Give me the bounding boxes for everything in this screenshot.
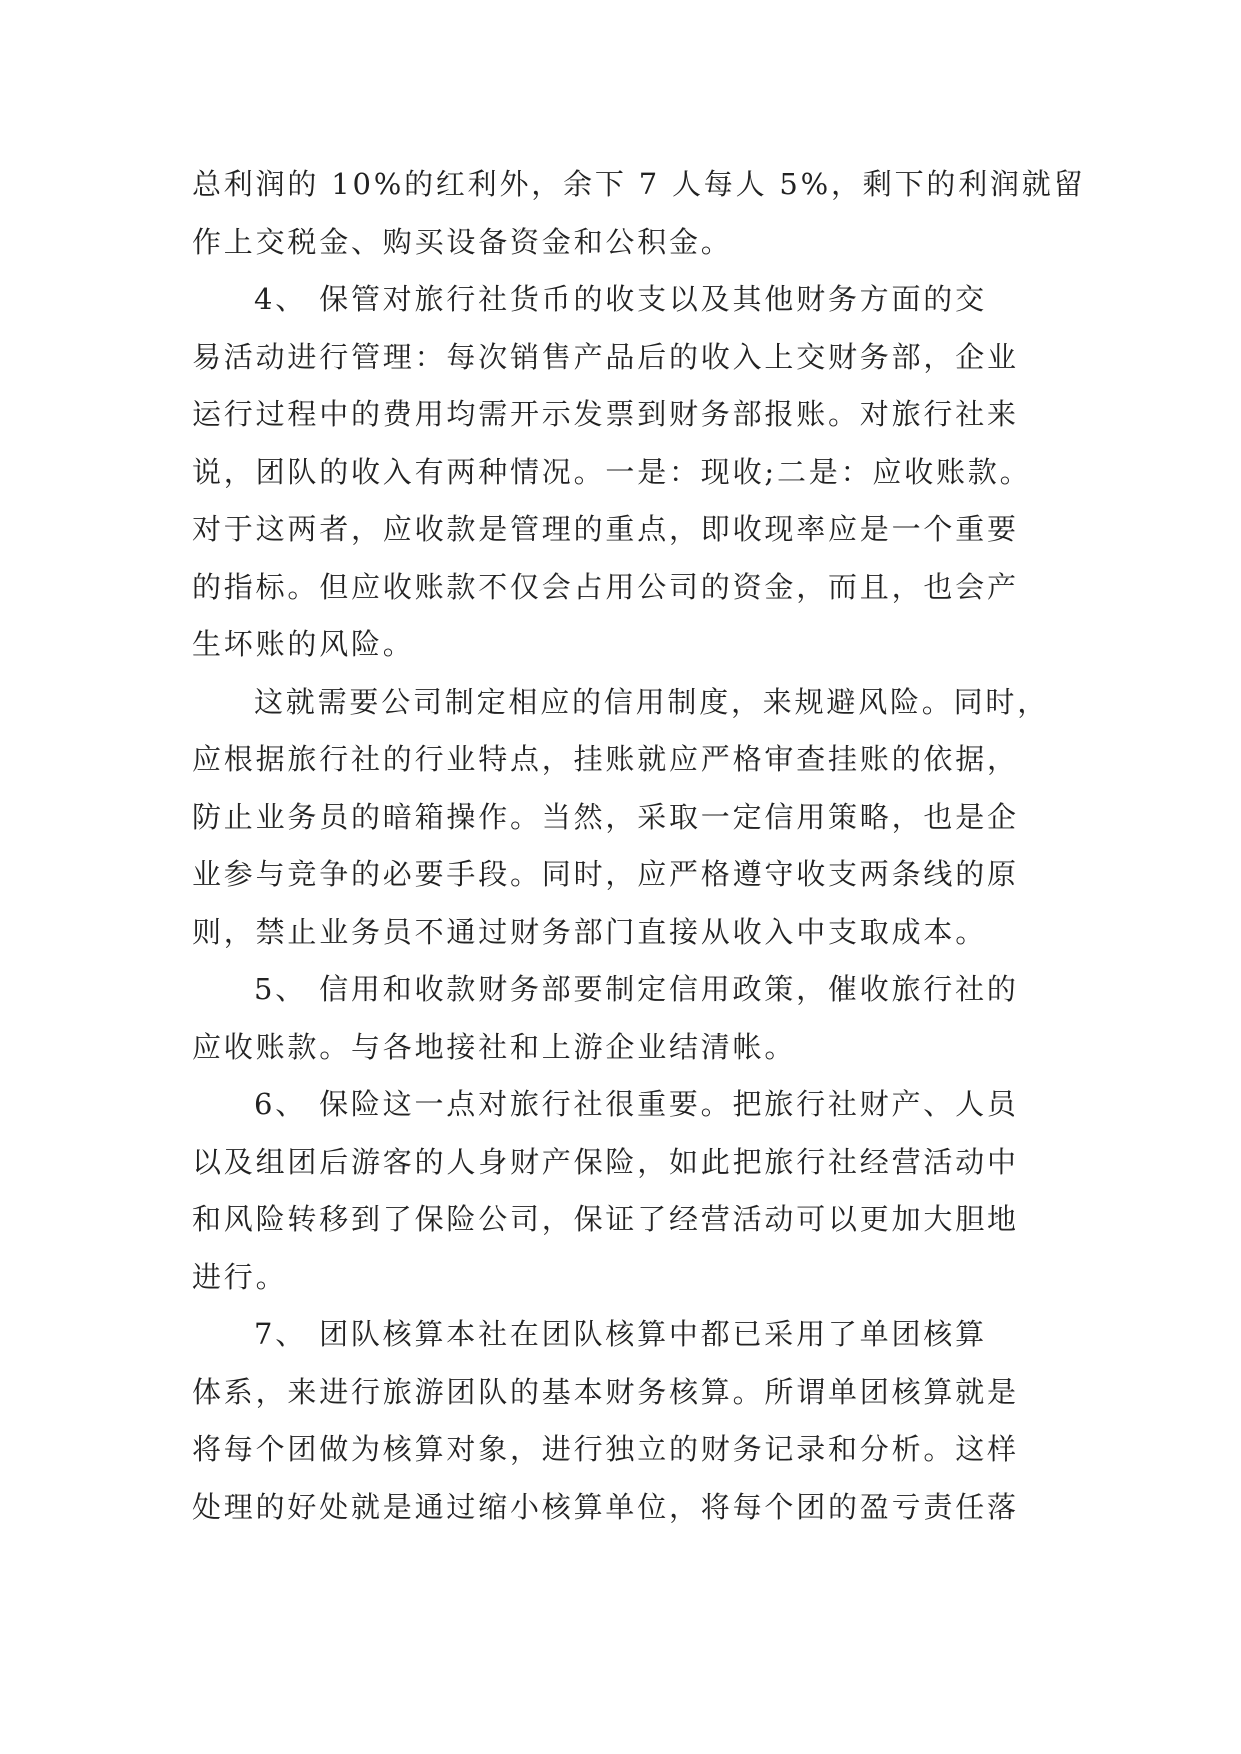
text-line: 易活动进行管理：每次销售产品后的收入上交财务部，企业 [192, 339, 1019, 374]
text-line: 生坏账的风险。 [192, 627, 415, 661]
text-line: 说，团队的收入有两种情况。一是：现收;二是：应收账款。 [192, 454, 1032, 489]
text-line: 应根据旅行社的行业特点，挂账就应严格审查挂账的依据， [192, 742, 1019, 776]
text-line: 的指标。但应收账款不仅会占用公司的资金，而且，也会产 [192, 569, 1019, 604]
text-line: 对于这两者，应收款是管理的重点，即收现率应是一个重要 [192, 512, 1019, 546]
text-line: 运行过程中的费用均需开示发票到财务部报账。对旅行社来 [192, 397, 1019, 431]
paragraph-item-7-group-accounting [192, 1306, 1072, 1536]
text-line: 这就需要公司制定相应的信用制度，来规避风险。同时， [254, 684, 1050, 719]
text-line: 和风险转移到了保险公司，保证了经营活动可以更加大胆地 [192, 1202, 1019, 1236]
paragraph-profit-distribution [192, 156, 1086, 271]
text-line: 6、 保险这一点对旅行社很重要。把旅行社财产、人员 [254, 1087, 1019, 1121]
text-line: 作上交税金、购买设备资金和公积金。 [192, 224, 733, 259]
text-line: 体系，来进行旅游团队的基本财务核算。所谓单团核算就是 [192, 1374, 1019, 1409]
text-line: 则，禁止业务员不通过财务部门直接从收入中支取成本。 [192, 914, 988, 949]
paragraph-item-4-cash-management [192, 271, 1072, 674]
text-line: 应收账款。与各地接社和上游企业结清帐。 [192, 1029, 797, 1064]
text-line: 以及组团后游客的人身财产保险，如此把旅行社经营活动中 [192, 1144, 1019, 1179]
paragraph-item-6-insurance [192, 1076, 1072, 1306]
text-line: 进行。 [192, 1259, 288, 1294]
text-line: 4、 保管对旅行社货币的收支以及其他财务方面的交 [254, 282, 987, 316]
text-line: 处理的好处就是通过缩小核算单位，将每个团的盈亏责任落 [192, 1489, 1019, 1524]
text-line: 防止业务员的暗箱操作。当然，采取一定信用策略，也是企 [192, 799, 1019, 834]
paragraph-credit-policy [192, 674, 1072, 962]
text-line: 将每个团做为核算对象，进行独立的财务记录和分析。这样 [192, 1432, 1019, 1466]
text-line: 业参与竞争的必要手段。同时，应严格遵守收支两条线的原 [192, 857, 1019, 891]
body-text [192, 156, 1086, 1536]
text-line: 总利润的 10%的红利外，余下 7 人每人 5%，剩下的利润就留 [192, 167, 1086, 201]
text-line: 7、 团队核算本社在团队核算中都已采用了单团核算 [254, 1317, 987, 1351]
text-line: 5、 信用和收款财务部要制定信用政策，催收旅行社的 [254, 972, 1019, 1006]
paragraph-item-5-credit-collection [192, 961, 1072, 1076]
